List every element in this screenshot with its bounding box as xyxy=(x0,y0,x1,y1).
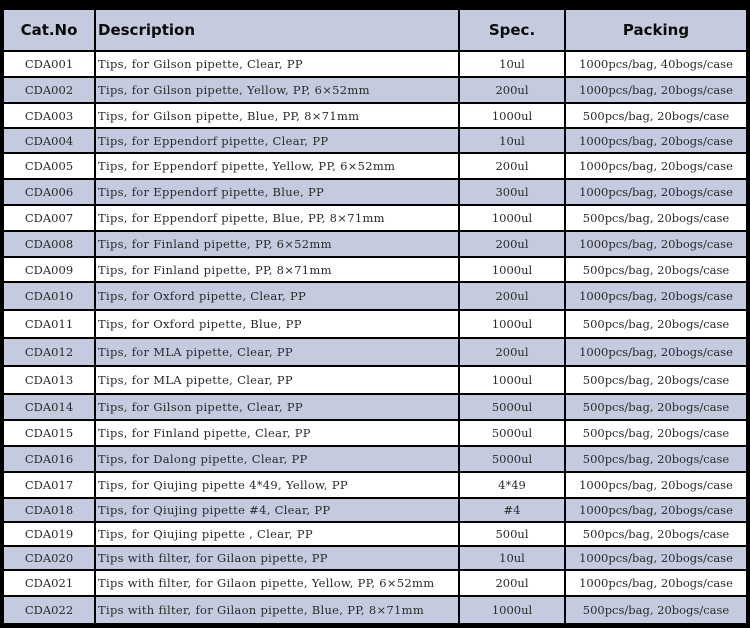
description-cell: Tips, for MLA pipette, Clear, PP xyxy=(96,339,458,365)
header-cat-no: Cat.No xyxy=(4,10,94,50)
cat-no-cell: CDA007 xyxy=(4,206,94,230)
spec-cell: 200ul xyxy=(460,78,564,102)
spec-cell: 1000ul xyxy=(460,597,564,623)
packing-cell: 1000pcs/bag, 20bogs/case xyxy=(566,571,746,595)
packing-cell: 1000pcs/bag, 20bogs/case xyxy=(566,129,746,152)
description-cell: Tips, for Eppendorf pipette, Blue, PP, 8×71mm xyxy=(96,206,458,230)
table-row xyxy=(4,447,746,471)
description-cell: Tips, for Gilson pipette, Clear, PP xyxy=(96,395,458,419)
cat-no-cell: CDA002 xyxy=(4,78,94,102)
packing-cell: 1000pcs/bag, 20bogs/case xyxy=(566,473,746,497)
table-row xyxy=(4,154,746,178)
packing-cell: 500pcs/bag, 20bogs/case xyxy=(566,447,746,471)
spec-cell: 500ul xyxy=(460,523,564,545)
description-cell: Tips, for Qiujing pipette #4, Clear, PP xyxy=(96,499,458,521)
product-table xyxy=(2,8,748,625)
packing-cell: 1000pcs/bag, 20bogs/case xyxy=(566,339,746,365)
packing-cell: 1000pcs/bag, 20bogs/case xyxy=(566,78,746,102)
description-cell: Tips, for Eppendorf pipette, Yellow, PP, 6×52mm xyxy=(96,154,458,178)
description-cell: Tips, for Gilson pipette, Clear, PP xyxy=(96,52,458,76)
spec-cell: 5000ul xyxy=(460,421,564,445)
spec-cell: 1000ul xyxy=(460,104,564,127)
header-spec: Spec. xyxy=(460,10,564,50)
packing-cell: 500pcs/bag, 20bogs/case xyxy=(566,395,746,419)
table-row xyxy=(4,206,746,230)
cat-no-cell: CDA018 xyxy=(4,499,94,521)
cat-no-cell: CDA003 xyxy=(4,104,94,127)
spec-cell: #4 xyxy=(460,499,564,521)
table-row xyxy=(4,571,746,595)
table-row xyxy=(4,523,746,545)
table-row xyxy=(4,311,746,337)
description-cell: Tips with filter, for Gilaon pipette, Blue, PP, 8×71mm xyxy=(96,597,458,623)
description-cell: Tips, for Oxford pipette, Blue, PP xyxy=(96,311,458,337)
cat-no-cell: CDA021 xyxy=(4,571,94,595)
cat-no-cell: CDA008 xyxy=(4,232,94,256)
table-row xyxy=(4,258,746,281)
table-row xyxy=(4,473,746,497)
cat-no-cell: CDA001 xyxy=(4,52,94,76)
description-cell: Tips, for Gilson pipette, Yellow, PP, 6×52mm xyxy=(96,78,458,102)
packing-cell: 500pcs/bag, 20bogs/case xyxy=(566,104,746,127)
cat-no-cell: CDA020 xyxy=(4,547,94,569)
packing-cell: 1000pcs/bag, 20bogs/case xyxy=(566,154,746,178)
table-row xyxy=(4,597,746,623)
spec-cell: 1000ul xyxy=(460,311,564,337)
header-description: Description xyxy=(96,10,458,50)
packing-cell: 500pcs/bag, 20bogs/case xyxy=(566,367,746,393)
cat-no-cell: CDA006 xyxy=(4,180,94,204)
description-cell: Tips, for Eppendorf pipette, Clear, PP xyxy=(96,129,458,152)
packing-cell: 500pcs/bag, 20bogs/case xyxy=(566,523,746,545)
table-row xyxy=(4,129,746,152)
table-header-row xyxy=(4,10,746,50)
spec-cell: 10ul xyxy=(460,129,564,152)
description-cell: Tips, for Finland pipette, PP, 6×52mm xyxy=(96,232,458,256)
description-cell: Tips, for Qiujing pipette , Clear, PP xyxy=(96,523,458,545)
table-row xyxy=(4,499,746,521)
packing-cell: 500pcs/bag, 20bogs/case xyxy=(566,311,746,337)
description-cell: Tips, for Finland pipette, Clear, PP xyxy=(96,421,458,445)
spec-cell: 200ul xyxy=(460,571,564,595)
packing-cell: 1000pcs/bag, 20bogs/case xyxy=(566,232,746,256)
table-row xyxy=(4,367,746,393)
cat-no-cell: CDA011 xyxy=(4,311,94,337)
packing-cell: 500pcs/bag, 20bogs/case xyxy=(566,421,746,445)
spec-cell: 300ul xyxy=(460,180,564,204)
table-row xyxy=(4,180,746,204)
description-cell: Tips, for Oxford pipette, Clear, PP xyxy=(96,283,458,309)
cat-no-cell: CDA009 xyxy=(4,258,94,281)
product-table-frame xyxy=(2,8,747,618)
cat-no-cell: CDA012 xyxy=(4,339,94,365)
packing-cell: 1000pcs/bag, 20bogs/case xyxy=(566,499,746,521)
spec-cell: 10ul xyxy=(460,547,564,569)
table-row xyxy=(4,547,746,569)
packing-cell: 500pcs/bag, 20bogs/case xyxy=(566,258,746,281)
description-cell: Tips with filter, for Gilaon pipette, Yellow, PP, 6×52mm xyxy=(96,571,458,595)
table-body xyxy=(4,52,746,623)
cat-no-cell: CDA013 xyxy=(4,367,94,393)
spec-cell: 1000ul xyxy=(460,258,564,281)
table-row xyxy=(4,52,746,76)
cat-no-cell: CDA016 xyxy=(4,447,94,471)
spec-cell: 4*49 xyxy=(460,473,564,497)
packing-cell: 1000pcs/bag, 20bogs/case xyxy=(566,180,746,204)
spec-cell: 5000ul xyxy=(460,395,564,419)
spec-cell: 200ul xyxy=(460,283,564,309)
cat-no-cell: CDA010 xyxy=(4,283,94,309)
description-cell: Tips, for Gilson pipette, Blue, PP, 8×71mm xyxy=(96,104,458,127)
cat-no-cell: CDA022 xyxy=(4,597,94,623)
description-cell: Tips, for Qiujing pipette 4*49, Yellow, PP xyxy=(96,473,458,497)
table-row xyxy=(4,232,746,256)
description-cell: Tips, for Eppendorf pipette, Blue, PP xyxy=(96,180,458,204)
packing-cell: 500pcs/bag, 20bogs/case xyxy=(566,206,746,230)
packing-cell: 1000pcs/bag, 20bogs/case xyxy=(566,547,746,569)
spec-cell: 1000ul xyxy=(460,367,564,393)
spec-cell: 1000ul xyxy=(460,206,564,230)
table-row xyxy=(4,283,746,309)
description-cell: Tips, for MLA pipette, Clear, PP xyxy=(96,367,458,393)
cat-no-cell: CDA005 xyxy=(4,154,94,178)
cat-no-cell: CDA014 xyxy=(4,395,94,419)
spec-cell: 10ul xyxy=(460,52,564,76)
spec-cell: 200ul xyxy=(460,232,564,256)
table-row xyxy=(4,395,746,419)
description-cell: Tips, for Dalong pipette, Clear, PP xyxy=(96,447,458,471)
spec-cell: 5000ul xyxy=(460,447,564,471)
cat-no-cell: CDA015 xyxy=(4,421,94,445)
cat-no-cell: CDA017 xyxy=(4,473,94,497)
header-packing: Packing xyxy=(566,10,746,50)
packing-cell: 500pcs/bag, 20bogs/case xyxy=(566,597,746,623)
packing-cell: 1000pcs/bag, 40bogs/case xyxy=(566,52,746,76)
table-row xyxy=(4,78,746,102)
spec-cell: 200ul xyxy=(460,154,564,178)
table-row xyxy=(4,104,746,127)
description-cell: Tips with filter, for Gilaon pipette, PP xyxy=(96,547,458,569)
spec-cell: 200ul xyxy=(460,339,564,365)
packing-cell: 1000pcs/bag, 20bogs/case xyxy=(566,283,746,309)
table-row xyxy=(4,421,746,445)
table-row xyxy=(4,339,746,365)
cat-no-cell: CDA019 xyxy=(4,523,94,545)
cat-no-cell: CDA004 xyxy=(4,129,94,152)
description-cell: Tips, for Finland pipette, PP, 8×71mm xyxy=(96,258,458,281)
